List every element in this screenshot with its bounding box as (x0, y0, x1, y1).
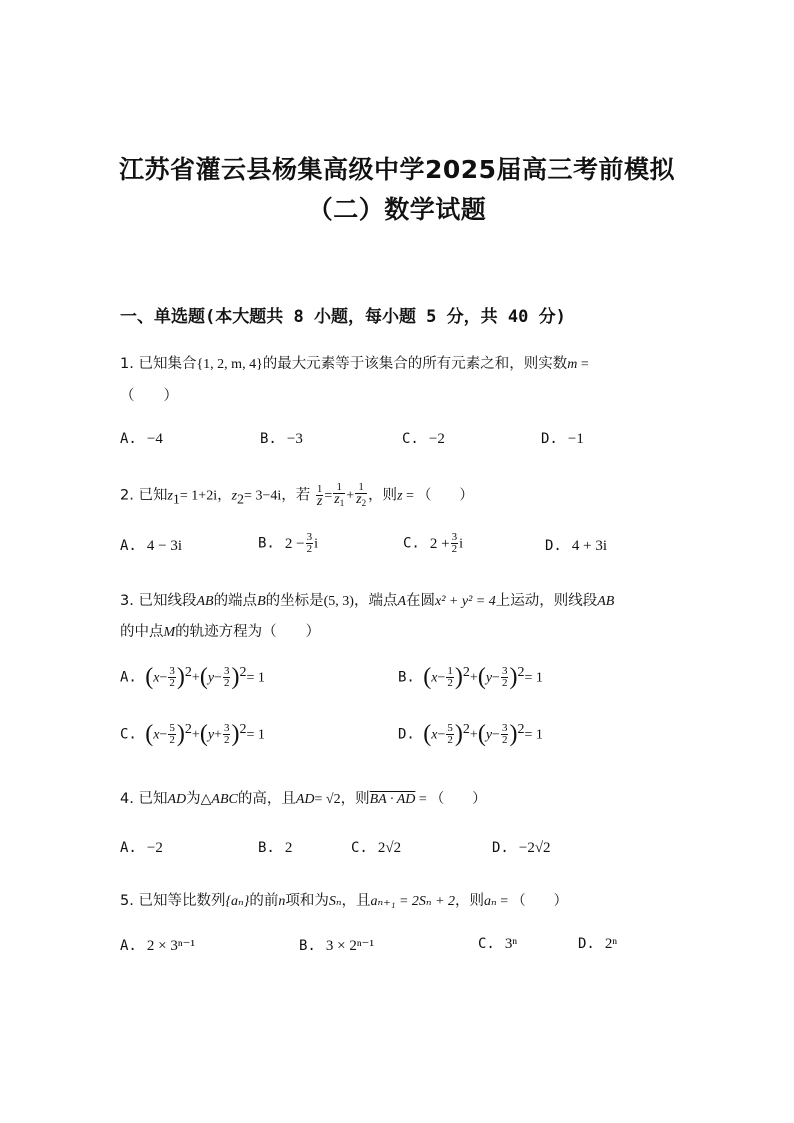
q1-text: 1. 已知集合 (120, 356, 197, 372)
q2-option-a[interactable]: A. 4 − 3i (120, 538, 182, 554)
q2-option-d[interactable]: D. 4 + 3i (545, 538, 607, 554)
page-title-line1: 江苏省灌云县杨集高级中学2025届高三考前模拟 (118, 155, 676, 184)
q2-option-b[interactable]: B. 2 − $\frac{3}{2}$ i (258, 531, 318, 555)
q4-option-a[interactable]: A. −2 (120, 840, 163, 856)
q1-option-b[interactable]: B. −3 (260, 431, 303, 447)
q1-option-c[interactable]: C. −2 (402, 431, 445, 447)
q5-option-a[interactable]: A. 2 × 3ⁿ⁻¹ (120, 938, 195, 954)
q1-set: {1, 2, m, 4} (196, 357, 263, 372)
q4-option-b[interactable]: B. 2 (258, 840, 293, 856)
q3-option-d[interactable]: D. (x− $\frac{5}{2}$ )$^2$+(y− $\frac{3}{2}$ )$^2$= 1 (398, 721, 543, 747)
q4-option-c[interactable]: C. 2√2 (351, 840, 402, 856)
question-2: 2. 已知$z_1= 1+2i$，$z_2= 3-4i$，若 $\frac{1}{z}$ = $\frac{1}{z_1}$ + $\frac{1}{z_2}$ ，则z = （ ） (120, 481, 474, 510)
q3-option-a[interactable]: A. (x− $\frac{3}{2}$ )$^2$+(y− $\frac{3}{2}$ )$^2$= 1 (120, 664, 265, 690)
q1-option-d[interactable]: D. −1 (541, 431, 584, 447)
question-3: 3. 已知线段AB的端点B的坐标是(5, 3)，端点A在圆x² + y² = 4上运动，则线段AB (120, 593, 615, 609)
q5-option-b[interactable]: B. 3 × 2ⁿ⁻¹ (299, 938, 374, 954)
q3-option-b[interactable]: B. (x− $\frac{1}{2}$ )$^2$+(y− $\frac{3}{2}$ )$^2$= 1 (398, 664, 543, 690)
q1-option-a[interactable]: A. −4 (120, 431, 163, 447)
question-5: 5. 已知等比数列{aₙ}的前n项和为Sₙ，且aₙ₊₁ = 2Sₙ + 2，则aₙ = （ ） (120, 893, 568, 909)
q1-text-mid: 的最大元素等于该集合的所有元素之和，则实数 (262, 356, 568, 372)
q5-option-d[interactable]: D. 2ⁿ (578, 936, 618, 952)
question-1: 1. 已知集合{1, 2, m, 4}的最大元素等于该集合的所有元素之和，则实数m = (120, 356, 589, 372)
q3-option-c[interactable]: C. (x− $\frac{5}{2}$ )$^2$+(y+ $\frac{3}{2}$ )$^2$= 1 (120, 721, 265, 747)
question-3-line2: 的中点M的轨迹方程为（ ） (120, 624, 321, 640)
q2-option-c[interactable]: C. 2 + $\frac{3}{2}$ i (403, 531, 463, 555)
section-heading: 一、单选题(本大题共 8 小题，每小题 5 分，共 40 分) (120, 307, 566, 327)
q1-blank: （ ） (120, 388, 178, 404)
q4-option-d[interactable]: D. −2√2 (492, 840, 551, 856)
question-4: 4. 已知AD为△ABC的高，且AD= √2，则BA · AD = （ ） (120, 791, 487, 807)
page-title-line2: （二）数学试题 (307, 195, 487, 224)
q5-option-c[interactable]: C. 3ⁿ (478, 936, 518, 952)
q1-var: m (567, 357, 578, 372)
